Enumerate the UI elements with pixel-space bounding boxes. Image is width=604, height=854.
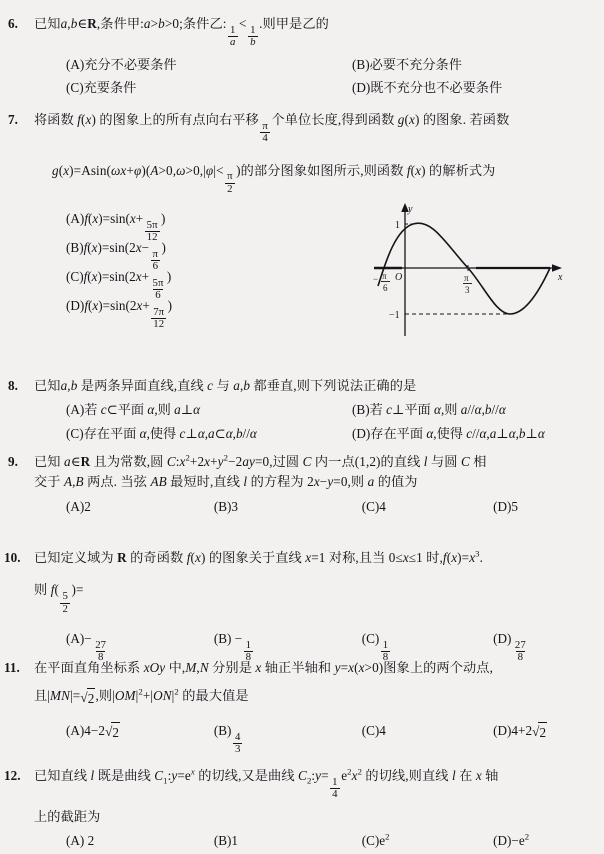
question-8-stem: 已知a,b 是两条异面直线,直线 c 与 a,b 都垂直,则下列说法正确的是 bbox=[34, 378, 417, 393]
question-11-option-b[interactable]: (B) $\frac{4}{3}$ bbox=[213, 722, 241, 756]
question-6-options bbox=[34, 55, 604, 99]
y-axis-label: y bbox=[408, 204, 413, 215]
question-11-number: 11. bbox=[4, 660, 20, 675]
question-6-number: 6. bbox=[8, 16, 18, 31]
svg-text:π: π bbox=[382, 271, 387, 281]
y-tick-1: 1 bbox=[395, 220, 400, 231]
question-9-options bbox=[34, 497, 604, 517]
question-11-option-c[interactable]: (C)4 bbox=[361, 722, 386, 738]
question-10-option-b[interactable]: (B) − $\frac{1}{8}$ bbox=[213, 631, 252, 664]
x-tick-pi-over-3 bbox=[463, 273, 472, 295]
question-10-option-d[interactable]: (D) $\frac{27}{8}$ bbox=[493, 631, 526, 664]
question-6-option-b[interactable]: (B)必要不充分条件 bbox=[352, 56, 462, 72]
x-tick-minus-pi-over-6 bbox=[373, 271, 390, 293]
question-10-stem-line-2: 则 f( $\frac{5}{2}$ )= bbox=[34, 582, 84, 615]
question-7-figure bbox=[372, 196, 572, 344]
question-10-option-a[interactable]: (A)− $\frac{27}{8}$ bbox=[66, 631, 107, 664]
svg-text:−: − bbox=[373, 274, 379, 284]
question-6 bbox=[0, 14, 604, 101]
question-12-option-c[interactable]: $(C)e^2$ bbox=[361, 831, 390, 849]
question-6-option-d[interactable]: (D)既不充分也不必要条件 bbox=[352, 80, 503, 96]
question-11-stem-line-2: 且|MN|= √ 2 ,则$|OM|^2+|ON|^2$ 的最大值是 bbox=[34, 686, 604, 709]
question-12 bbox=[0, 766, 604, 854]
question-8-number: 8. bbox=[8, 378, 18, 393]
question-12-number: 12. bbox=[4, 768, 21, 783]
sine-graph-svg bbox=[372, 196, 572, 344]
question-7-number: 7. bbox=[8, 112, 18, 127]
question-9-option-b[interactable]: (B)3 bbox=[213, 498, 239, 514]
question-8-options bbox=[34, 400, 604, 444]
question-9-stem-line-2: 交于 A,B 两点. 当弦 AB 最短时,直线 l 的方程为 2x−y=0,则 a 的值为 bbox=[34, 474, 418, 490]
question-8-option-d[interactable]: (D)存在平面 α,使得 c//α,a⊥α,b⊥α bbox=[352, 425, 545, 441]
question-9-option-d[interactable]: (D)5 bbox=[493, 498, 519, 514]
question-11 bbox=[0, 658, 604, 759]
x-axis-label: x bbox=[558, 272, 563, 283]
question-11-stem-line-1: 在平面直角坐标系 xOy 中,M,N 分别是 x 轴正半轴和 y=x(x>0)图象上的两个动点, bbox=[34, 660, 493, 675]
question-11-options bbox=[34, 721, 604, 756]
question-7-option-a[interactable]: (A)f(x)=sin(x+ $\frac{5\pi}{12}$ ) bbox=[66, 211, 166, 244]
question-12-stem-line-1: 已知直线 l 既是曲线 $C_1:y=e^x$ 的切线,又是曲线 $C_2:y=$ $\frac{1}{4}$ $e^2x^2$ 的切线,则直线 l 在 x 轴 bbox=[34, 766, 499, 801]
question-8-option-c[interactable]: (C)存在平面 α,使得 c⊥α,a⊂α,b//α bbox=[66, 425, 257, 441]
origin-label: O bbox=[395, 272, 403, 283]
question-12-option-d[interactable]: $(D)-e^2$ bbox=[493, 831, 530, 849]
svg-text:π: π bbox=[464, 273, 469, 283]
y-tick-minus-1: −1 bbox=[389, 310, 400, 321]
x-axis-arrow bbox=[552, 264, 562, 272]
question-10-stem-line-1: 已知定义域为 R 的奇函数 f(x) 的图象关于直线 x=1 对称,且当 0≤x≤1 时$,f(x)=x^3$. bbox=[34, 548, 484, 565]
question-10-option-c[interactable]: (C) $\frac{1}{8}$ bbox=[361, 631, 389, 664]
question-7-stem-line-2: g(x)=Asin(ωx+φ)(A>0,ω>0,|φ|< $\frac{\pi}{2}$ )的部分图象如图所示,则函数 f(x) 的解析式为 bbox=[52, 162, 496, 195]
question-12-option-a[interactable]: (A) 2 bbox=[66, 833, 95, 849]
question-12-options bbox=[34, 831, 604, 851]
question-12-option-b[interactable]: (B)1 bbox=[213, 833, 239, 849]
question-6-stem: 已知a,b∈R,条件甲:a>b>0;条件乙: $\frac{1}{a}$ < $\frac{1}{b}$ .则甲是乙的 bbox=[34, 16, 329, 49]
question-9-number: 9. bbox=[8, 454, 18, 469]
question-10 bbox=[0, 548, 604, 667]
question-6-option-a[interactable]: (A)充分不必要条件 bbox=[66, 56, 177, 72]
question-9-option-a[interactable]: (A)2 bbox=[66, 498, 91, 514]
question-11-option-a[interactable]: (A)4−2 √ 2 bbox=[34, 721, 214, 744]
question-8 bbox=[0, 376, 604, 447]
question-6-option-c[interactable]: (C)充要条件 bbox=[66, 80, 137, 96]
question-7-stem-line-1: 将函数 f(x) 的图象上的所有点向右平移 $\frac{\pi}{4}$ 个单位长度,得到函数 g(x) 的图象. 若函数 bbox=[34, 112, 510, 145]
question-11-option-d[interactable]: (D)4+2 √ 2 bbox=[493, 721, 604, 744]
question-12-stem-line-2: 上的截距为 bbox=[34, 808, 101, 824]
svg-text:3: 3 bbox=[465, 285, 470, 295]
question-7-option-c[interactable]: (C)f(x)=sin(2x+ $\frac{5\pi}{6}$ ) bbox=[66, 269, 172, 302]
question-9 bbox=[0, 452, 604, 520]
question-7-option-b[interactable]: (B)f(x)=sin(2x− $\frac{\pi}{6}$ ) bbox=[66, 240, 166, 273]
question-9-option-c[interactable]: (C)4 bbox=[361, 498, 386, 514]
question-8-option-b[interactable]: (B)若 c⊥平面 α,则 a//α,b//α bbox=[352, 402, 506, 418]
question-9-stem-line-1: 已知 a∈R 且为常数,圆 $C:x^2+2x+y^2-2ay=0$,过圆 C 内一点(1,2)的直线 l 与圆 C 相 bbox=[34, 452, 487, 469]
question-8-option-a[interactable]: (A)若 c⊂平面 α,则 a⊥α bbox=[66, 402, 201, 418]
svg-text:6: 6 bbox=[383, 283, 388, 293]
question-10-number: 10. bbox=[4, 550, 21, 565]
question-7-option-d[interactable]: (D)f(x)=sin(2x+ $\frac{7\pi}{12}$ ) bbox=[66, 298, 173, 331]
